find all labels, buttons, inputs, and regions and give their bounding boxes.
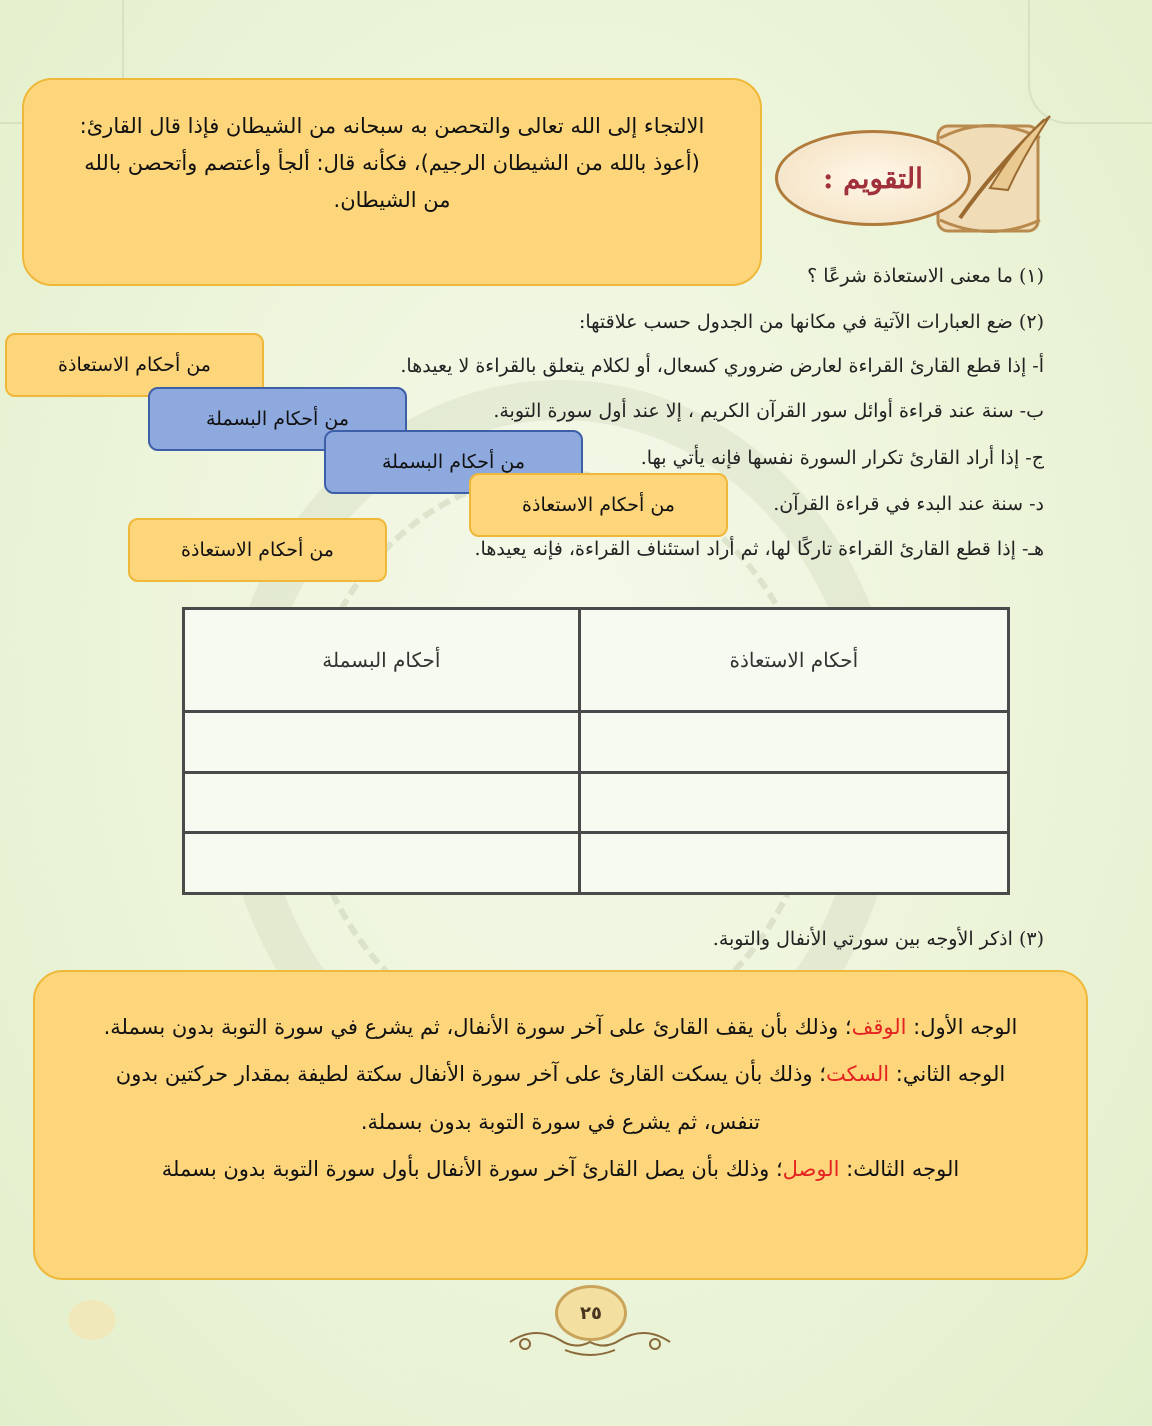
question-item-e: هـ- إذا قطع القارئ القراءة تاركًا لها، ثم أراد استئناف القراءة، فإنه يعيدها. [474,538,1044,560]
question-item-a: أ- إذا قطع القارئ القراءة لعارض ضروري كسعال، أو لكلام يتعلق بالقراءة لا يعيدها. [400,355,1044,377]
drop-cell[interactable] [579,772,1008,833]
wajh-keyword: الوقف [851,1015,907,1039]
tag-label: من أحكام البسملة [382,451,526,473]
wajh-text: ؛ وذلك بأن يصل القارئ آخر سورة الأنفال بأول سورة التوبة بدون بسملة [161,1156,783,1181]
tag-label: من أحكام الاستعاذة [181,539,334,561]
table-header-basmala: أحكام البسملة [184,609,580,712]
tag-label: من أحكام الاستعاذة [522,494,675,516]
wajh-1 [91,1004,1030,1051]
question-item-c: ج- إذا أراد القارئ تكرار السورة نفسها فإنه يأتي بها. [640,447,1044,469]
wajh-keyword: السكت [825,1062,890,1087]
table-header-isti3adha: أحكام الاستعاذة [579,609,1008,712]
tag-label: من أحكام البسملة [206,408,350,430]
table-row [184,833,1009,894]
wajh-text: ؛ وذلك بأن يسكت القارئ على آخر سورة الأنفال سكتة لطيفة بمقدار حركتين بدون تنفس، ثم يشرع في سورة التوبة بدون بسملة. [115,1062,826,1134]
tag-label: من أحكام الاستعاذة [58,354,211,376]
question-item-b: ب- سنة عند قراءة أوائل سور القرآن الكريم ، إلا عند أول سورة التوبة. [493,400,1044,422]
answer-box-meaning[interactable] [22,78,762,286]
drop-cell[interactable] [184,772,580,833]
answer-tag-isti3adha[interactable] [469,473,728,537]
answer-box-wujuh[interactable] [33,970,1088,1280]
question-1: (١) ما معنى الاستعاذة شرعًا ؟ [807,265,1044,287]
section-title-badge [775,130,971,226]
wajh-label: الوجه الثاني: [889,1062,1006,1087]
drop-cell[interactable] [184,712,580,773]
page-number: ٢٥ [555,1285,627,1341]
section-title: التقويم : [823,161,923,195]
corner-ornament [1028,0,1152,124]
answer-text: الالتجاء إلى الله تعالى والتحصن به سبحانه من الشيطان فإذا قال القارئ: (أعوذ بالله من الشيطان الرجيم)، فكأنه قال: ألجأ وأعتصم وأتحصن بالله من الشيطان. [79,114,705,212]
drop-cell[interactable] [579,833,1008,894]
drop-cell[interactable] [579,712,1008,773]
question-3: (٣) اذكر الأوجه بين سورتي الأنفال والتوبة. [712,928,1044,950]
wajh-2 [91,1051,1030,1146]
table-row [184,772,1009,833]
wajh-label: الوجه الثالث: [839,1156,960,1181]
answer-tag-isti3adha[interactable] [128,518,387,582]
drop-cell[interactable] [184,833,580,894]
classification-table [182,607,1010,895]
question-2: (٢) ضع العبارات الآتية في مكانها من الجدول حسب علاقتها: [578,311,1044,333]
wajh-keyword: الوصل [782,1156,840,1181]
publisher-logo-icon [68,1300,116,1340]
table-row [184,712,1009,773]
wajh-3 [91,1146,1030,1193]
question-item-d: د- سنة عند البدء في قراءة القرآن. [773,493,1044,515]
wajh-text: ؛ وذلك بأن يقف القارئ على آخر سورة الأنفال، ثم يشرع في سورة التوبة بدون بسملة. [103,1015,852,1039]
wajh-label: الوجه الأول: [906,1015,1018,1039]
